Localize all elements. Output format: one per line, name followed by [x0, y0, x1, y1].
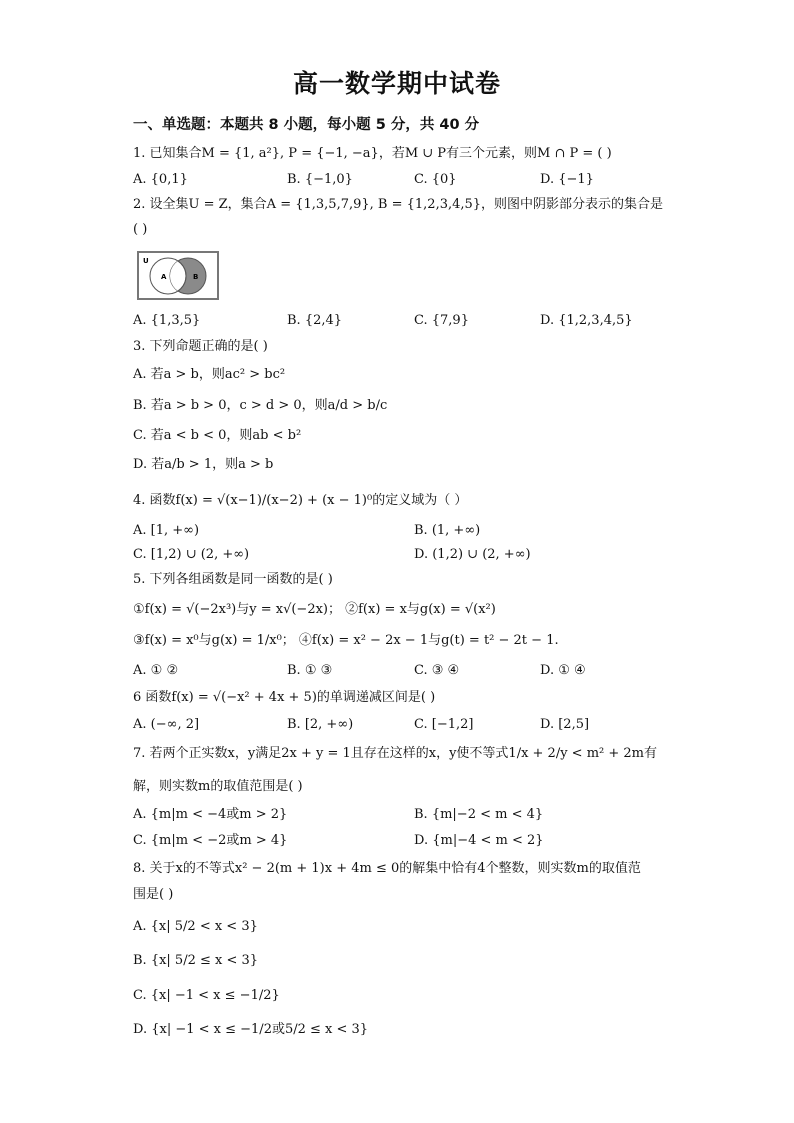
q7-stem: 7. 若两个正实数x，y满足2x + y = 1且存在这样的x，y使不等式1/x + 2/y < m² + 2m有: [133, 746, 658, 761]
q1-option-a: A. {0,1}: [133, 172, 188, 187]
q8-option-d: D. {x| −1 < x ≤ −1/2或5/2 ≤ x < 3}: [133, 1022, 369, 1037]
q2-stem: 2. 设全集U = Z，集合A = {1,3,5,7,9}, B = {1,2,3,4,5}，则图中阴影部分表示的集合是: [133, 197, 664, 212]
q8-option-c: C. {x| −1 < x ≤ −1/2}: [133, 988, 280, 1003]
q5-option-d: D. ① ④: [540, 663, 586, 678]
q5-option-b: B. ① ③: [287, 663, 333, 678]
q1-option-b: B. {−1,0}: [287, 172, 353, 187]
q8-option-a: A. {x| 5/2 < x < 3}: [133, 919, 258, 934]
q2-option-a: A. {1,3,5}: [133, 313, 201, 328]
q1-stem: 1. 已知集合M = {1, a²}, P = {−1, −a}，若M ∪ P有三个元素，则M ∩ P = ( ): [133, 146, 612, 161]
q2-stem-continued: ( ): [133, 222, 148, 237]
q1-option-c: C. {0}: [414, 172, 457, 187]
q3-option-a: A. 若a > b，则ac² > bc²: [133, 367, 286, 382]
q6-stem: 6 函数f(x) = √(−x² + 4x + 5)的单调递减区间是( ): [133, 690, 436, 705]
venn-label-u: U: [143, 257, 149, 265]
q5-option-c: C. ③ ④: [414, 663, 460, 678]
venn-label-b: B: [193, 273, 199, 281]
q5-pair-1-2: ①f(x) = √(−2x³)与y = x√(−2x)； ②f(x) = x与g(x) = √(x²): [133, 602, 496, 617]
q1-option-d: D. {−1}: [540, 172, 594, 187]
q3-option-c: C. 若a < b < 0，则ab < b²: [133, 428, 302, 443]
q4-option-a: A. [1, +∞): [133, 523, 200, 538]
q4-stem: 4. 函数f(x) = √(x−1)/(x−2) + (x − 1)⁰的定义域为（ ）: [133, 493, 468, 508]
q7-option-c: C. {m|m < −2或m > 4}: [133, 833, 288, 848]
q5-pair-3-4: ③f(x) = x⁰与g(x) = 1/x⁰； ④f(x) = x² − 2x − 1与g(t) = t² − 2t − 1.: [133, 633, 559, 648]
q4-option-b: B. (1, +∞): [414, 523, 481, 538]
venn-diagram: [137, 251, 219, 300]
q7-option-a: A. {m|m < −4或m > 2}: [133, 807, 288, 822]
q3-stem: 3. 下列命题正确的是( ): [133, 339, 268, 354]
q6-option-a: A. (−∞, 2]: [133, 717, 200, 732]
q3-option-b: B. 若a > b > 0，c > d > 0，则a/d > b/c: [133, 398, 388, 413]
q4-option-c: C. [1,2) ∪ (2, +∞): [133, 547, 250, 562]
section-heading: 一、单选题：本题共 8 小题，每小题 5 分，共 40 分: [133, 117, 480, 133]
venn-label-a: A: [161, 273, 167, 281]
q6-option-c: C. [−1,2]: [414, 717, 474, 732]
q7-stem-continued: 解，则实数m的取值范围是( ): [133, 779, 303, 794]
q2-option-d: D. {1,2,3,4,5}: [540, 313, 633, 328]
q4-option-d: D. (1,2) ∪ (2, +∞): [414, 547, 531, 562]
q3-option-d: D. 若a/b > 1，则a > b: [133, 457, 274, 472]
q5-option-a: A. ① ②: [133, 663, 179, 678]
q8-stem-continued: 围是( ): [133, 887, 174, 902]
page-title: 高一数学期中试卷: [292, 69, 501, 98]
q2-option-c: C. {7,9}: [414, 313, 469, 328]
q8-option-b: B. {x| 5/2 ≤ x < 3}: [133, 953, 259, 968]
q8-stem: 8. 关于x的不等式x² − 2(m + 1)x + 4m ≤ 0的解集中恰有4个整数，则实数m的取值范: [133, 861, 641, 876]
q2-option-b: B. {2,4}: [287, 313, 343, 328]
q7-option-b: B. {m|−2 < m < 4}: [414, 807, 544, 822]
q5-stem: 5. 下列各组函数是同一函数的是( ): [133, 572, 333, 587]
q6-option-d: D. [2,5]: [540, 717, 590, 732]
q7-option-d: D. {m|−4 < m < 2}: [414, 833, 544, 848]
q6-option-b: B. [2, +∞): [287, 717, 354, 732]
